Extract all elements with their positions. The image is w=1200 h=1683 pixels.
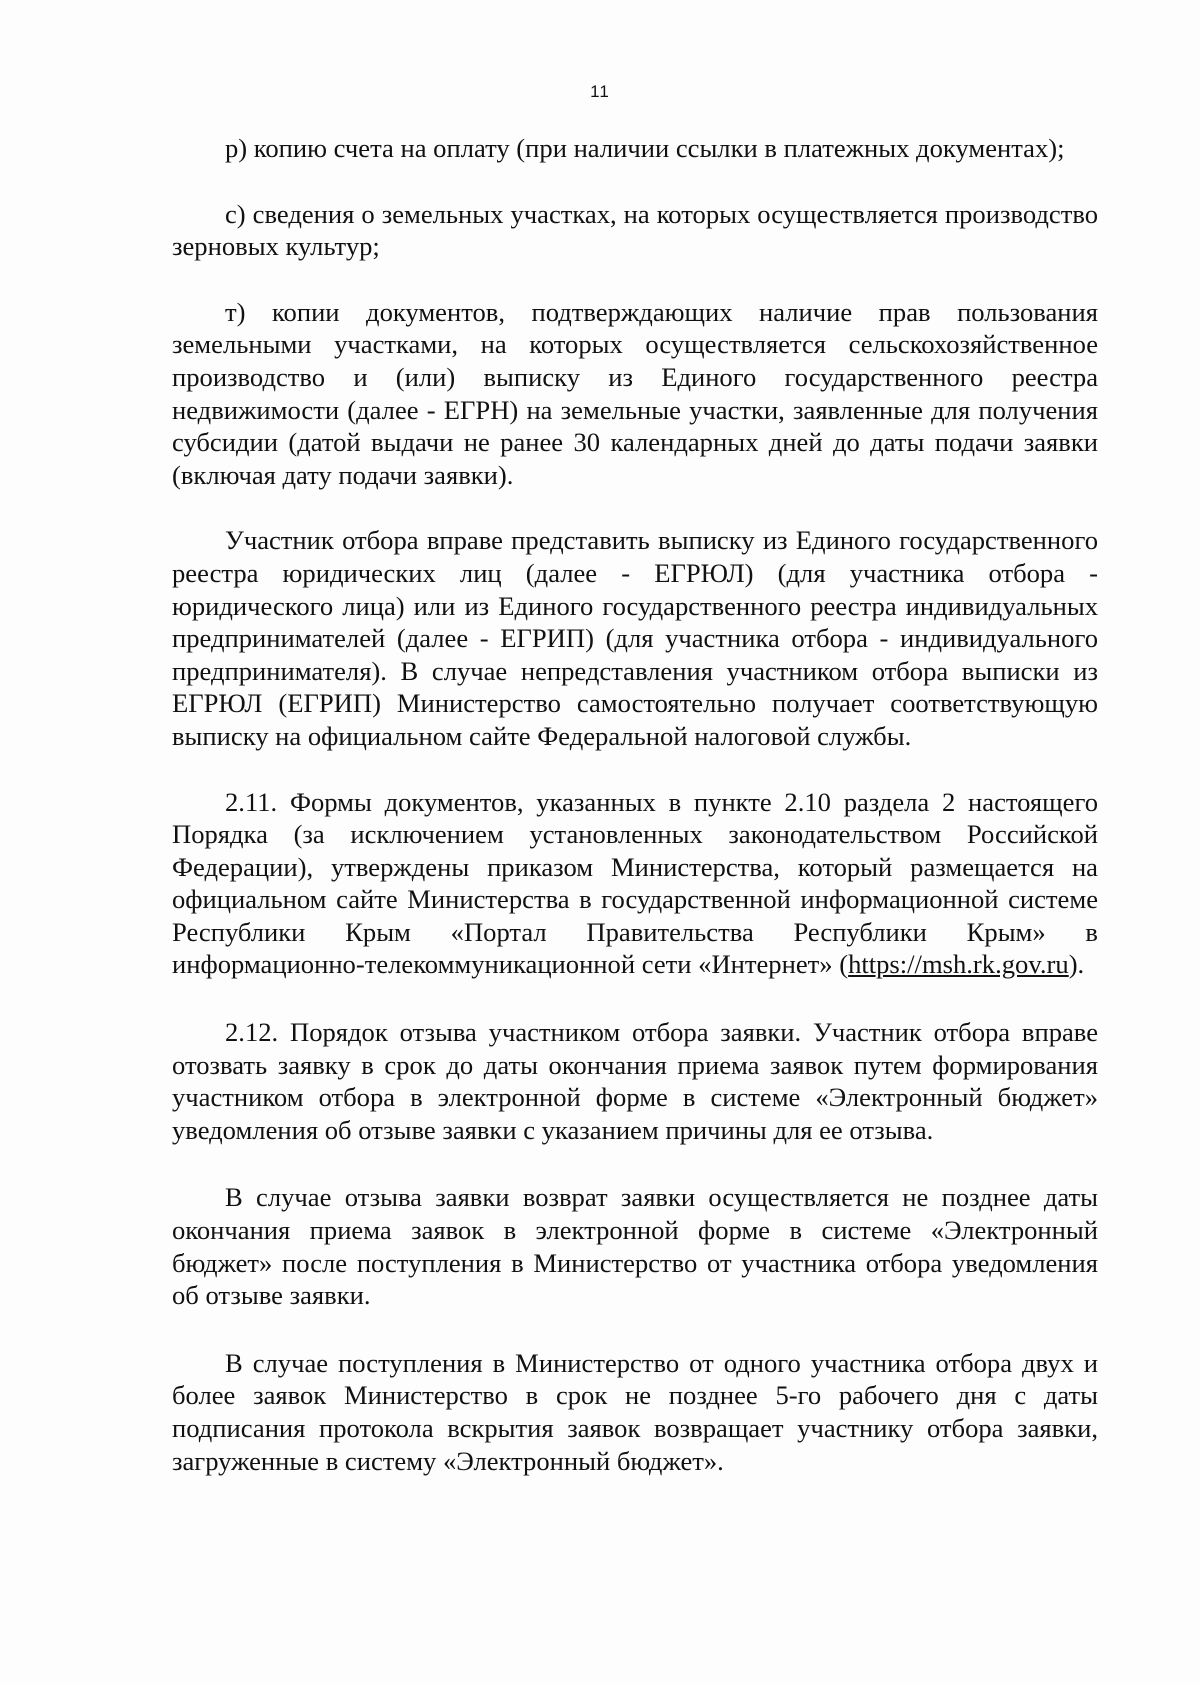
- paragraph-2-11-closing: ).: [1068, 949, 1085, 980]
- paragraph-2-12-withdrawal-procedure: 2.12. Порядок отзыва участником отбора заявки. Участник отбора вправе отозвать заявку в срок до даты окончания приема заявок путем формирования участником отбора в электронной форме в системе «Электронный бюджет» уведомления об отзыве заявки с указанием причины для ее отзыва.: [172, 1017, 1098, 1145]
- paragraph-2-11-text: 2.11. Формы документов, указанных в пункте 2.10 раздела 2 настоящего Порядка (за исключением установленных законодательством Российской Федерации), утверждены приказом Министерства, который размещается на официальном сайте Министерства в государственной информационной системе Республики Крым «Портал Правительства Республики Крым» в информационно-телекоммуникационной сети «Интернет» (: [172, 786, 1098, 980]
- paragraph-2-11-document-forms: [172, 786, 1098, 982]
- paragraph-p-invoice-copy: р) копию счета на оплату (при наличии ссылки в платежных документах);: [225, 133, 1065, 163]
- paragraph-withdrawal-return: В случае отзыва заявки возврат заявки осуществляется не позднее даты окончания приема заявок в электронной форме в системе «Электронный бюджет» после поступления в Министерство от участника отбора уведомления об отзыве заявки.: [172, 1182, 1098, 1311]
- ministry-website-link[interactable]: https://msh.rk.gov.ru: [848, 949, 1069, 980]
- page-number: 11: [590, 82, 610, 101]
- paragraph-s-land-plots: с) сведения о земельных участках, на которых осуществляется производство зерновых культур;: [172, 198, 1098, 262]
- document-body: [172, 132, 1098, 1477]
- paragraph-multiple-applications: В случае поступления в Министерство от одного участника отбора двух и более заявок Министерство в срок не позднее 5-го рабочего дня с даты подписания протокола вскрытия заявок возвращает участнику отбора заявки, загруженные в систему «Электронный бюджет».: [172, 1347, 1098, 1476]
- paragraph-t-land-rights: т) копии документов, подтверждающих наличие прав пользования земельными участками, на которых осуществляется сельскохозяйственное производство и (или) выписку из Единого государственного реестра недвижимости (далее - ЕГРН) на земельные участки, заявленные для получения субсидии (датой выдачи не ранее 30 календарных дней до даты подачи заявки (включая дату подачи заявки).: [172, 296, 1098, 490]
- paragraph-egrul-extract: Участник отбора вправе представить выписку из Единого государственного реестра юридических лиц (далее - ЕГРЮЛ) (для участника отбора - юридического лица) или из Единого государственного реестра индивидуальных предпринимателей (далее - ЕГРИП) (для участника отбора - индивидуального предпринимателя). В случае непредставления участником отбора выписки из ЕГРЮЛ (ЕГРИП) Министерство самостоятельно получает соответствующую выписку на официальном сайте Федеральной налоговой службы.: [172, 525, 1098, 751]
